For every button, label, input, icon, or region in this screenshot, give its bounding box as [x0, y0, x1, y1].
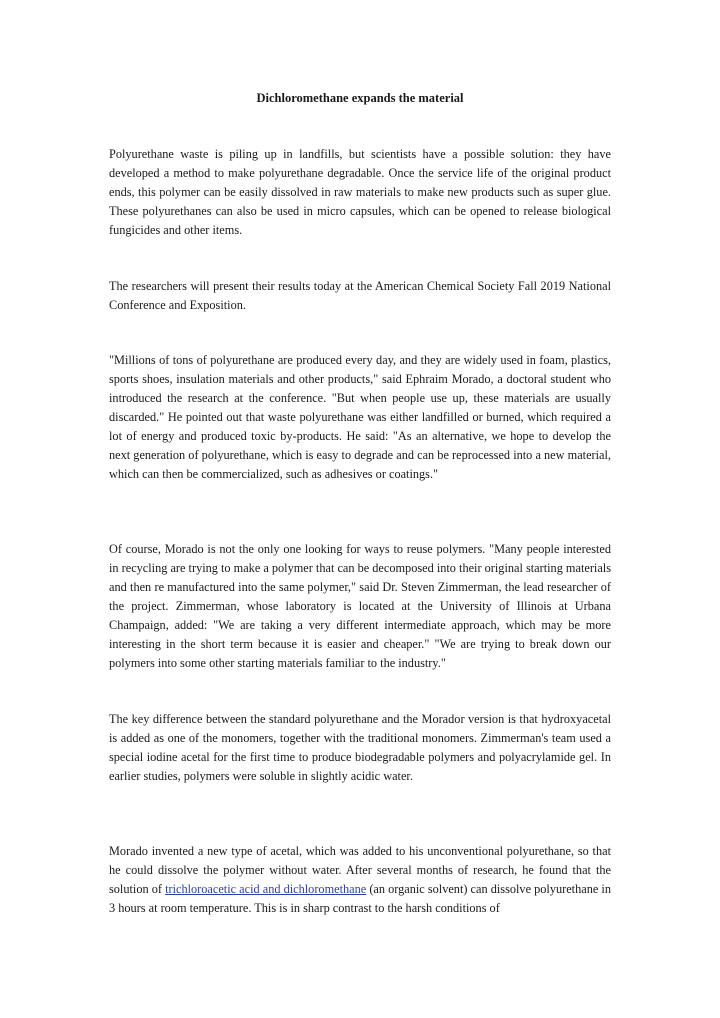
- document-title: Dichloromethane expands the material: [256, 91, 464, 105]
- paragraph-3: "Millions of tons of polyurethane are produced every day, and they are widely used in foam, plastics, sports shoes, insulation materials and other products," said Ephraim Morado, a doctoral student who introduced the research at the conference. "But when people use up, these materials are usually discarded." He pointed out that waste polyurethane was either landfilled or burned, which required a lot of energy and produced toxic by-products. He said: "As an alternative, we hope to develop the next generation of polyurethane, which is easy to degrade and can be reprocessed into a new material, which can then be commercialized, such as adhesives or coatings.": [109, 353, 611, 481]
- paragraph-2: The researchers will present their results today at the American Chemical Society Fall 2019 National Conference and Exposition.: [109, 279, 611, 312]
- paragraph-4: Of course, Morado is not the only one looking for ways to reuse polymers. "Many people interested in recycling are trying to make a polymer that can be decomposed into their original starting materials and then re manufactured into the same polymer," said Dr. Steven Zimmerman, the lead researcher of the project. Zimmerman, whose laboratory is located at the University of Illinois at Urbana Champaign, added: "We are taking a very different intermediate approach, which may be more interesting in the short term because it is easier and cheaper." "We are trying to break down our polymers into some other starting materials familiar to the industry.": [109, 542, 611, 670]
- paragraph-5: The key difference between the standard polyurethane and the Morador version is that hydroxyacetal is added as one of the monomers, together with the traditional monomers. Zimmerman's team used a special iodine acetal for the first time to produce biodegradable polymers and polyacrylamide gel. In earlier studies, polymers were soluble in slightly acidic water.: [109, 712, 611, 783]
- paragraph-6: [109, 842, 611, 918]
- paragraph-6-text-before: Morado invented a new type of acetal, which was added to his unconventional polyurethane, so that he could dissolve the polymer without water. After several months of research, he found that the solution of: [109, 844, 611, 896]
- solvent-link[interactable]: trichloroacetic acid and dichloromethane: [165, 882, 367, 896]
- paragraph-6-text-after: (an organic solvent) can dissolve polyurethane in 3 hours at room temperature. This is in sharp contrast to the harsh conditions of: [109, 882, 611, 915]
- paragraph-1: Polyurethane waste is piling up in landfills, but scientists have a possible solution: they have developed a method to make polyurethane degradable. Once the service life of the original product ends, this polymer can be easily dissolved in raw materials to make new products such as super glue. These polyurethanes can also be used in micro capsules, which can be opened to release biological fungicides and other items.: [109, 147, 611, 237]
